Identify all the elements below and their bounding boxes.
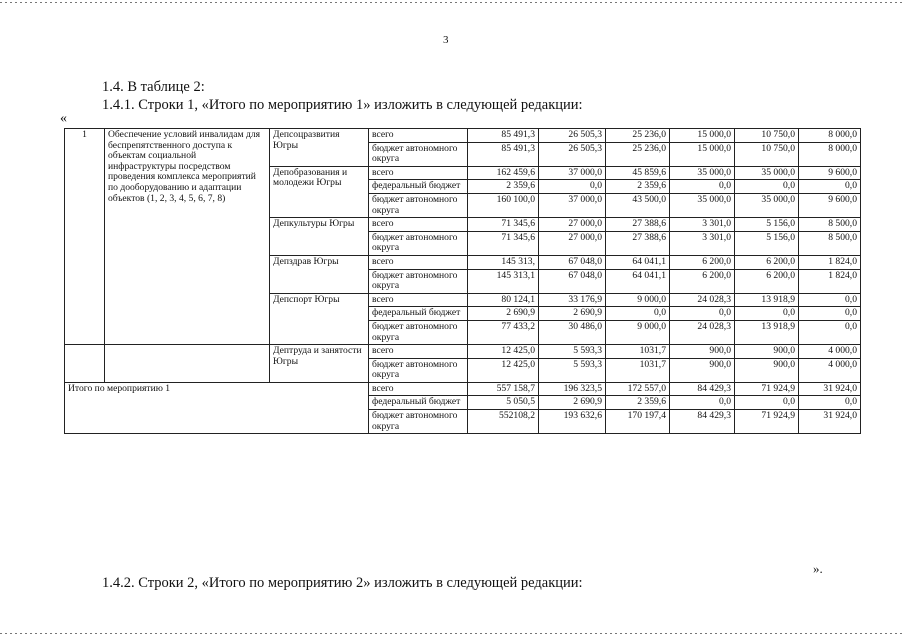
value-cell: 0,0 [799, 396, 861, 410]
value-cell: 25 236,0 [606, 142, 670, 166]
value-cell: 0,0 [799, 180, 861, 194]
measure-description-empty [105, 345, 270, 383]
row-number: 1 [65, 129, 105, 345]
measure-description: Обеспечение условий инвалидам для беспрепятственного доступа к объектам социальной инфраструктуры посредством проведения комплекса мероприятий по дооборудованию и адаптации объектов (1, 2, 3, 4, 5, 6, 7, 8) [105, 129, 270, 345]
value-cell: 5 156,0 [735, 218, 799, 232]
executor-depzdrav: Депздрав Югры [270, 255, 369, 293]
value-cell: 27 388,6 [606, 218, 670, 232]
value-cell: 8 000,0 [799, 142, 861, 166]
value-cell: 9 000,0 [606, 293, 670, 307]
value-cell: 8 500,0 [799, 231, 861, 255]
funding-source-cell: всего [369, 166, 468, 180]
value-cell: 15 000,0 [670, 142, 735, 166]
table-row [65, 345, 861, 359]
value-cell: 45 859,6 [606, 166, 670, 180]
value-cell: 77 433,2 [468, 320, 539, 344]
value-cell: 26 505,3 [539, 142, 606, 166]
value-cell: 162 459,6 [468, 166, 539, 180]
value-cell: 27 000,0 [539, 231, 606, 255]
value-cell: 6 200,0 [670, 269, 735, 293]
value-cell: 172 557,0 [606, 382, 670, 396]
value-cell: 71 924,9 [735, 382, 799, 396]
value-cell: 2 690,9 [539, 307, 606, 321]
value-cell: 31 924,0 [799, 382, 861, 396]
executor-depobr: Депобразования и молодежи Югры [270, 166, 369, 217]
value-cell: 4 000,0 [799, 345, 861, 359]
value-cell: 4 000,0 [799, 358, 861, 382]
value-cell: 84 429,3 [670, 410, 735, 434]
value-cell: 552108,2 [468, 410, 539, 434]
value-cell: 2 359,6 [606, 396, 670, 410]
value-cell: 160 100,0 [468, 193, 539, 217]
funding-source-cell: всего [369, 129, 468, 143]
value-cell: 25 236,0 [606, 129, 670, 143]
value-cell: 900,0 [735, 345, 799, 359]
value-cell: 84 429,3 [670, 382, 735, 396]
value-cell: 5 593,3 [539, 345, 606, 359]
funding-source-cell: федеральный бюджет [369, 307, 468, 321]
value-cell: 67 048,0 [539, 269, 606, 293]
value-cell: 13 918,9 [735, 293, 799, 307]
value-cell: 193 632,6 [539, 410, 606, 434]
value-cell: 0,0 [799, 320, 861, 344]
value-cell: 27 388,6 [606, 231, 670, 255]
funding-source-cell: всего [369, 382, 468, 396]
value-cell: 24 028,3 [670, 320, 735, 344]
value-cell: 0,0 [735, 396, 799, 410]
value-cell: 6 200,0 [735, 269, 799, 293]
value-cell: 67 048,0 [539, 255, 606, 269]
value-cell: 35 000,0 [670, 166, 735, 180]
value-cell: 30 486,0 [539, 320, 606, 344]
value-cell: 5 050,5 [468, 396, 539, 410]
funding-source-cell: всего [369, 293, 468, 307]
value-cell: 1 824,0 [799, 269, 861, 293]
executor-depsoc: Депсоцразвития Югры [270, 129, 369, 167]
value-cell: 0,0 [670, 180, 735, 194]
executor-deptrud: Дептруда и занятости Югры [270, 345, 369, 383]
value-cell: 900,0 [670, 345, 735, 359]
funding-source-cell: бюджет автономного округа [369, 320, 468, 344]
value-cell: 10 750,0 [735, 129, 799, 143]
value-cell: 31 924,0 [799, 410, 861, 434]
value-cell: 26 505,3 [539, 129, 606, 143]
opening-quote: « [60, 111, 67, 126]
value-cell: 1 824,0 [799, 255, 861, 269]
value-cell: 71 924,9 [735, 410, 799, 434]
value-cell: 0,0 [670, 396, 735, 410]
value-cell: 13 918,9 [735, 320, 799, 344]
funding-source-cell: всего [369, 255, 468, 269]
value-cell: 43 500,0 [606, 193, 670, 217]
value-cell: 0,0 [539, 180, 606, 194]
page-number: 3 [443, 34, 449, 46]
value-cell: 9 600,0 [799, 166, 861, 180]
funding-source-cell: бюджет автономного округа [369, 410, 468, 434]
value-cell: 0,0 [799, 293, 861, 307]
funding-source-cell: бюджет автономного округа [369, 142, 468, 166]
value-cell: 6 200,0 [670, 255, 735, 269]
value-cell: 24 028,3 [670, 293, 735, 307]
value-cell: 900,0 [670, 358, 735, 382]
value-cell: 170 197,4 [606, 410, 670, 434]
value-cell: 2 690,9 [468, 307, 539, 321]
heading-section-1-4-1: 1.4.1. Строки 1, «Итого по мероприятию 1» изложить в следующей редакции: [102, 97, 583, 113]
value-cell: 900,0 [735, 358, 799, 382]
value-cell: 85 491,3 [468, 129, 539, 143]
funding-source-cell: бюджет автономного округа [369, 193, 468, 217]
funding-source-cell: бюджет автономного округа [369, 231, 468, 255]
value-cell: 1031,7 [606, 358, 670, 382]
value-cell: 9 000,0 [606, 320, 670, 344]
value-cell: 3 301,0 [670, 231, 735, 255]
value-cell: 0,0 [670, 307, 735, 321]
table-row [65, 382, 861, 396]
value-cell: 64 041,1 [606, 255, 670, 269]
value-cell: 2 690,9 [539, 396, 606, 410]
value-cell: 2 359,6 [606, 180, 670, 194]
executor-depcult: Депкультуры Югры [270, 218, 369, 256]
value-cell: 196 323,5 [539, 382, 606, 396]
value-cell: 145 313,1 [468, 269, 539, 293]
funding-source-cell: федеральный бюджет [369, 396, 468, 410]
value-cell: 0,0 [606, 307, 670, 321]
value-cell: 6 200,0 [735, 255, 799, 269]
table-row [65, 129, 861, 143]
funding-source-cell: всего [369, 218, 468, 232]
funding-source-cell: бюджет автономного округа [369, 269, 468, 293]
value-cell: 2 359,6 [468, 180, 539, 194]
value-cell: 10 750,0 [735, 142, 799, 166]
value-cell: 37 000,0 [539, 166, 606, 180]
funding-source-cell: бюджет автономного округа [369, 358, 468, 382]
value-cell: 15 000,0 [670, 129, 735, 143]
heading-section-1-4-2: 1.4.2. Строки 2, «Итого по мероприятию 2» изложить в следующей редакции: [102, 575, 583, 591]
value-cell: 71 345,6 [468, 231, 539, 255]
executor-depsport: Депспорт Югры [270, 293, 369, 344]
value-cell: 0,0 [735, 180, 799, 194]
value-cell: 80 124,1 [468, 293, 539, 307]
value-cell: 5 156,0 [735, 231, 799, 255]
value-cell: 8 500,0 [799, 218, 861, 232]
value-cell: 8 000,0 [799, 129, 861, 143]
value-cell: 33 176,9 [539, 293, 606, 307]
funding-source-cell: всего [369, 345, 468, 359]
heading-section-1-4: 1.4. В таблице 2: [102, 79, 205, 95]
value-cell: 37 000,0 [539, 193, 606, 217]
value-cell: 35 000,0 [735, 166, 799, 180]
value-cell: 85 491,3 [468, 142, 539, 166]
value-cell: 557 158,7 [468, 382, 539, 396]
value-cell: 9 600,0 [799, 193, 861, 217]
value-cell: 64 041,1 [606, 269, 670, 293]
value-cell: 12 425,0 [468, 358, 539, 382]
value-cell: 3 301,0 [670, 218, 735, 232]
value-cell: 71 345,6 [468, 218, 539, 232]
value-cell: 0,0 [735, 307, 799, 321]
closing-quote: ». [813, 561, 823, 576]
value-cell: 1031,7 [606, 345, 670, 359]
value-cell: 12 425,0 [468, 345, 539, 359]
value-cell: 0,0 [799, 307, 861, 321]
row-number-empty [65, 345, 105, 383]
value-cell: 145 313, [468, 255, 539, 269]
funding-table [64, 128, 861, 434]
value-cell: 35 000,0 [735, 193, 799, 217]
total-label: Итого по мероприятию 1 [65, 382, 369, 433]
value-cell: 35 000,0 [670, 193, 735, 217]
value-cell: 5 593,3 [539, 358, 606, 382]
funding-source-cell: федеральный бюджет [369, 180, 468, 194]
value-cell: 27 000,0 [539, 218, 606, 232]
